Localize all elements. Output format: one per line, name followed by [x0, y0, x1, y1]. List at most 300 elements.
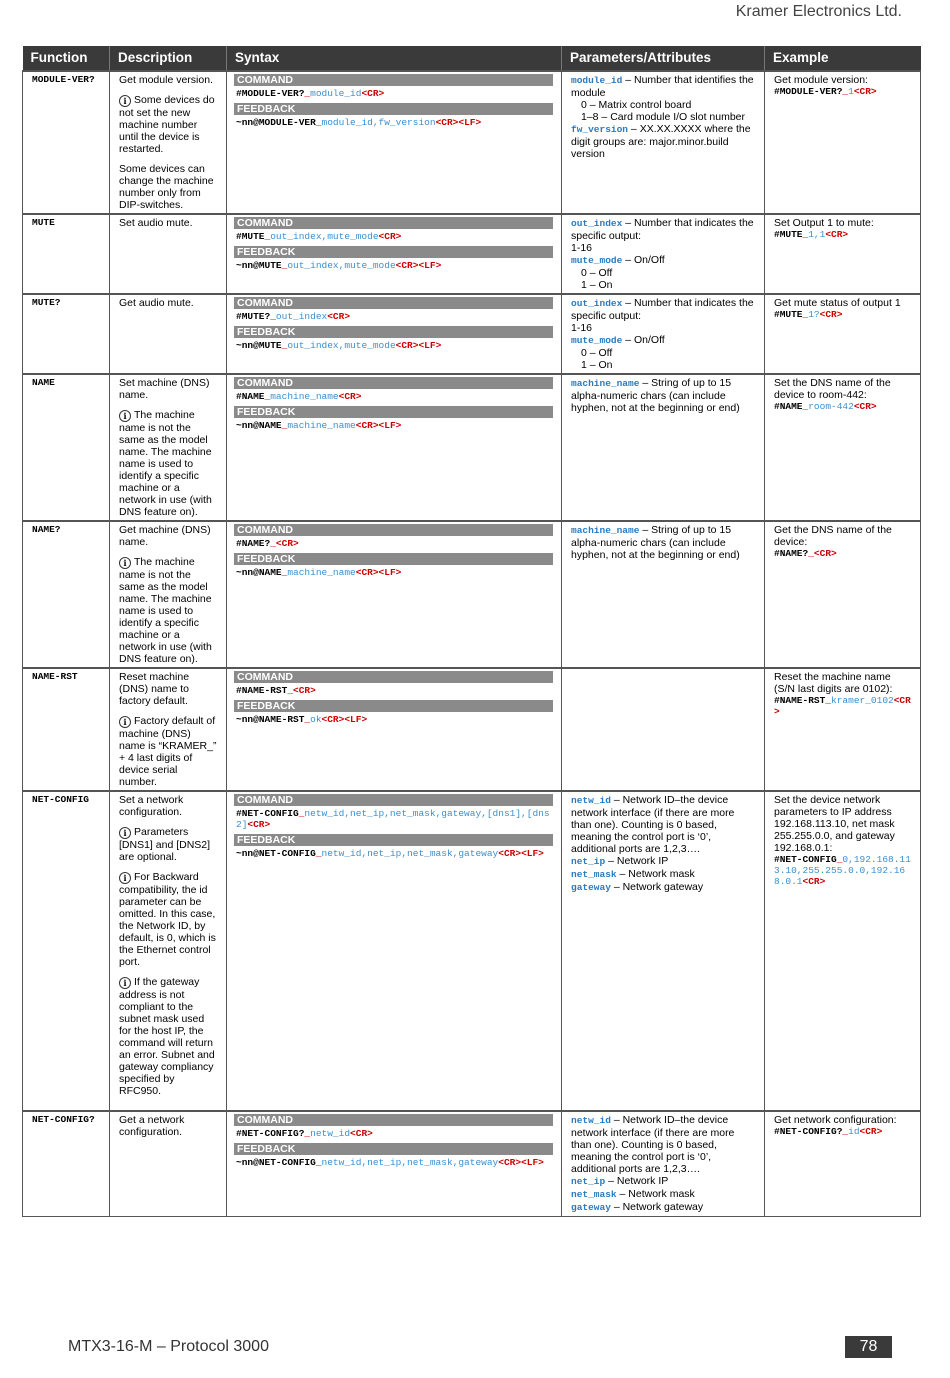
parameter-line: [571, 1114, 756, 1175]
space-marker: _: [298, 808, 305, 819]
space-marker: _: [264, 231, 271, 242]
function-name: NAME?: [32, 524, 61, 535]
command-syntax: [236, 808, 553, 830]
command-syntax: [236, 391, 553, 402]
function-cell: [23, 1111, 110, 1217]
feedback-syntax: [236, 1157, 553, 1168]
table-row: [23, 294, 921, 374]
description-cell: [110, 294, 227, 374]
parameter-value: 1 – On: [581, 279, 613, 291]
parameter-name: net_ip: [571, 1176, 606, 1187]
info-icon: i: [119, 827, 131, 839]
parameter-desc: – String of up to 15 alpha-numeric chars (can include hyphen, not at the beginning or end): [571, 524, 740, 561]
syntax-cell: [227, 1111, 562, 1217]
example-command: #NAME?: [774, 548, 809, 559]
feedback-prefix: ~nn@: [236, 420, 259, 431]
parameter-line: [571, 1201, 756, 1214]
syntax-terminator: <CR><LF>: [435, 117, 482, 128]
command-label: COMMAND: [234, 74, 553, 86]
example-text: Set the device network parameters to IP address 192.168.113.10, net mask 255.255.0.0, and gateway 192.168.0.1:: [774, 794, 895, 854]
example-cell: [765, 1111, 921, 1217]
description-cell: [110, 521, 227, 668]
syntax-terminator: <CR><LF>: [395, 340, 442, 351]
parameter-line: [571, 855, 756, 868]
info-note: [119, 556, 218, 665]
table-body: [23, 71, 921, 1217]
parameter-line: [571, 99, 756, 111]
parameter-desc: – On/Off: [622, 334, 665, 346]
syntax-params: out_index: [275, 311, 328, 322]
note-text: If the gateway address is not compliant to the subnet mask used for the host IP, the command will return an error. Subnet and gateway compliancy specified by RFC950.: [119, 976, 215, 1097]
syntax-params: module_id,fw_version: [321, 117, 436, 128]
example-cell: [765, 214, 921, 294]
parameter-line: [571, 377, 756, 414]
syntax-terminator: <CR><LF>: [321, 714, 368, 725]
parameter-desc: – Number that identifies the module: [571, 74, 754, 99]
parameter-name: net_ip: [571, 856, 606, 867]
syntax-name: #NAME: [236, 391, 265, 402]
parameter-line: [571, 123, 756, 160]
example-command: #NET-CONFIG: [774, 854, 837, 865]
note-text: For Backward compatibility, the id parameter can be omitted. In this case, the Network ID, by default, is 0, which is the Ethernet control port.: [119, 871, 216, 968]
example-cell: [765, 71, 921, 214]
feedback-prefix: ~nn@: [236, 260, 259, 271]
space-marker: _: [825, 695, 832, 706]
description-text: Set a network configuration.: [119, 794, 184, 818]
parameter-line: [571, 111, 756, 123]
column-header: Parameters/Attributes: [562, 46, 765, 71]
example-code: [774, 229, 912, 240]
command-syntax: [236, 231, 553, 242]
space-marker: _: [270, 538, 276, 549]
example-params: kramer_0102: [831, 695, 894, 706]
example-command: #MUTE: [774, 309, 803, 320]
syntax-params: module_id: [310, 88, 362, 99]
function-name: NET-CONFIG: [32, 794, 90, 805]
example-terminator: <CR>: [825, 229, 849, 240]
space-marker: _: [842, 1126, 849, 1137]
example-code: [774, 309, 912, 320]
parameter-line: [571, 347, 756, 359]
parameter-line: [571, 1188, 756, 1201]
example-code: [774, 86, 912, 97]
command-label: COMMAND: [234, 671, 553, 683]
space-marker: _: [315, 848, 322, 859]
info-note: [119, 715, 218, 788]
syntax-cell: [227, 214, 562, 294]
command-label: COMMAND: [234, 1114, 553, 1126]
function-cell: [23, 214, 110, 294]
space-marker: _: [264, 391, 271, 402]
info-icon: i: [119, 410, 131, 422]
example-cell: [765, 374, 921, 521]
syntax-name: #NET-CONFIG: [236, 808, 299, 819]
example-cell: [765, 791, 921, 1111]
example-text: Set Output 1 to mute:: [774, 217, 874, 229]
space-marker: _: [315, 117, 322, 128]
syntax-name: #NAME-RST: [236, 685, 288, 696]
parameter-desc: – Network ID–the device network interface (if there are more than one). Counting is 0 based, meaning the control port is ‘0’, additional ports are 1,2,3….: [571, 794, 735, 855]
feedback-syntax: [236, 420, 553, 431]
syntax-terminator: <CR><LF>: [355, 567, 402, 578]
syntax-name: MODULE-VER: [258, 117, 316, 128]
parameters-cell: [562, 214, 765, 294]
function-cell: [23, 294, 110, 374]
syntax-params: netw_id,net_ip,net_mask,gateway: [321, 848, 499, 859]
note-text: The machine name is not the same as the model name. The machine name is used to identify a specific machine or a network in use (with DNS feature on).: [119, 556, 212, 665]
syntax-terminator: <CR>: [247, 819, 271, 830]
parameter-desc: – On/Off: [622, 254, 665, 266]
description-text: Get machine (DNS) name.: [119, 524, 211, 548]
parameter-line: [571, 868, 756, 881]
feedback-prefix: ~nn@: [236, 848, 259, 859]
feedback-label: FEEDBACK: [234, 326, 553, 338]
syntax-params: out_index,mute_mode: [270, 231, 379, 242]
example-text: Get network configuration:: [774, 1114, 897, 1126]
syntax-params: netw_id,net_ip,net_mask,gateway: [321, 1157, 499, 1168]
example-cell: [765, 668, 921, 791]
example-text: Set the DNS name of the device to room-442:: [774, 377, 891, 401]
command-syntax: [236, 685, 553, 696]
parameter-desc: – XX.XX.XXXX where the digit groups are: major.minor.build version: [571, 123, 751, 160]
feedback-prefix: ~nn@: [236, 117, 259, 128]
function-name: MODULE-VER?: [32, 74, 95, 85]
description-text: Some devices can change the machine number only from DIP-switches.: [119, 163, 214, 211]
parameter-name: net_mask: [571, 1189, 617, 1200]
syntax-params: out_index,mute_mode: [287, 260, 396, 271]
feedback-label: FEEDBACK: [234, 103, 553, 115]
space-marker: _: [281, 420, 288, 431]
feedback-syntax: [236, 714, 553, 725]
function-cell: [23, 521, 110, 668]
parameter-value: 1-16: [571, 322, 593, 334]
function-cell: [23, 71, 110, 214]
parameter-desc: – Network IP: [605, 855, 669, 867]
parameter-line: [571, 359, 756, 371]
example-code: [774, 548, 912, 559]
feedback-label: FEEDBACK: [234, 700, 553, 712]
column-header: Example: [765, 46, 921, 71]
space-marker: _: [270, 311, 276, 322]
syntax-name: NAME: [258, 567, 282, 578]
example-code: [774, 854, 912, 887]
table-row: [23, 1111, 921, 1217]
example-terminator: <CR>: [819, 309, 843, 320]
parameter-desc: – Network mask: [616, 868, 695, 880]
syntax-terminator: <CR>: [293, 685, 316, 696]
note-text: Some devices do not set the new machine number until the device is restarted.: [119, 94, 215, 155]
example-params: 1,1: [808, 229, 826, 240]
description-cell: [110, 1111, 227, 1217]
info-note: [119, 94, 218, 155]
parameter-name: machine_name: [571, 525, 640, 536]
info-note: [119, 976, 218, 1097]
example-terminator: <CR>: [859, 1126, 883, 1137]
feedback-label: FEEDBACK: [234, 406, 553, 418]
syntax-params: ok: [310, 714, 322, 725]
parameter-line: [571, 322, 756, 334]
parameter-desc: – String of up to 15 alpha-numeric chars (can include hyphen, not at the beginning or end): [571, 377, 740, 414]
parameter-line: [571, 242, 756, 254]
example-params: 1: [848, 86, 854, 97]
parameters-cell: [562, 294, 765, 374]
function-cell: [23, 791, 110, 1111]
column-header: Syntax: [227, 46, 562, 71]
command-syntax: [236, 538, 553, 549]
note-text: Parameters [DNS1] and [DNS2] are optional.: [119, 826, 211, 863]
table-row: [23, 791, 921, 1111]
example-code: [774, 1126, 912, 1137]
info-icon: i: [119, 977, 131, 989]
page-number: 78: [845, 1336, 892, 1358]
syntax-terminator: <CR>: [378, 231, 402, 242]
info-icon: i: [119, 716, 131, 728]
space-marker: _: [304, 88, 311, 99]
parameter-desc: – Number that indicates the specific output:: [571, 297, 754, 322]
space-marker: _: [281, 340, 288, 351]
example-command: #MODULE-VER?: [774, 86, 843, 97]
syntax-params: netw_id: [310, 1128, 351, 1139]
syntax-name: #MODULE-VER?: [236, 88, 305, 99]
description-cell: [110, 71, 227, 214]
syntax-name: NET-CONFIG: [258, 848, 316, 859]
function-cell: [23, 374, 110, 521]
feedback-prefix: ~nn@: [236, 714, 259, 725]
info-note: [119, 871, 218, 968]
description-cell: [110, 374, 227, 521]
parameter-line: [571, 297, 756, 322]
parameter-line: [571, 881, 756, 894]
parameter-name: out_index: [571, 218, 623, 229]
syntax-terminator: <CR><LF>: [395, 260, 442, 271]
syntax-name: #NET-CONFIG?: [236, 1128, 305, 1139]
example-params: id: [848, 1126, 860, 1137]
space-marker: _: [842, 86, 849, 97]
info-icon: i: [119, 557, 131, 569]
command-syntax: [236, 1128, 553, 1139]
syntax-params: out_index,mute_mode: [287, 340, 396, 351]
parameters-cell: [562, 1111, 765, 1217]
example-text: Get the DNS name of the device:: [774, 524, 892, 548]
syntax-cell: [227, 668, 562, 791]
parameter-value: 0 – Off: [581, 267, 613, 279]
table-row: [23, 374, 921, 521]
parameter-name: netw_id: [571, 795, 611, 806]
function-name: NAME: [32, 377, 55, 388]
parameter-name: module_id: [571, 75, 623, 86]
syntax-terminator: <CR><LF>: [355, 420, 402, 431]
parameter-value: 0 – Matrix control board: [581, 99, 692, 111]
parameter-line: [571, 217, 756, 242]
example-command: #NET-CONFIG?: [774, 1126, 843, 1137]
example-text: Reset the machine name (S/N last digits are 0102):: [774, 671, 893, 695]
syntax-terminator: <CR><LF>: [498, 1157, 544, 1168]
syntax-params: netw_id,net_ip,net_mask,gateway,[dns1],[dns2]: [236, 808, 550, 830]
example-terminator: <CR>: [774, 695, 911, 717]
description-cell: [110, 214, 227, 294]
syntax-terminator: <CR><LF>: [498, 848, 544, 859]
parameter-value: 1 – On: [581, 359, 613, 371]
parameter-line: [571, 524, 756, 561]
example-code: [774, 401, 912, 412]
command-syntax: [236, 88, 553, 99]
command-label: COMMAND: [234, 794, 553, 806]
parameters-cell: [562, 668, 765, 791]
example-cell: [765, 521, 921, 668]
command-label: COMMAND: [234, 297, 553, 309]
space-marker: _: [802, 401, 809, 412]
column-header: Description: [110, 46, 227, 71]
info-icon: i: [119, 95, 131, 107]
parameter-line: [571, 74, 756, 99]
syntax-name: NAME: [258, 420, 282, 431]
space-marker: _: [304, 714, 311, 725]
example-text: Get mute status of output 1: [774, 297, 901, 309]
function-name: MUTE: [32, 217, 55, 228]
parameter-line: [571, 279, 756, 291]
function-name: NET-CONFIG?: [32, 1114, 95, 1125]
description-text: Set machine (DNS) name.: [119, 377, 210, 401]
syntax-name: #MUTE?: [236, 311, 271, 322]
footer-title: MTX3-16-M – Protocol 3000: [68, 1338, 269, 1355]
parameter-name: machine_name: [571, 378, 640, 389]
description-text: Set audio mute.: [119, 217, 193, 229]
command-label: COMMAND: [234, 524, 553, 536]
command-label: COMMAND: [234, 377, 553, 389]
command-syntax: [236, 311, 553, 322]
syntax-terminator: <CR>: [275, 538, 299, 549]
feedback-syntax: [236, 567, 553, 578]
parameter-name: mute_mode: [571, 255, 623, 266]
syntax-cell: [227, 521, 562, 668]
parameter-name: fw_version: [571, 124, 629, 135]
feedback-label: FEEDBACK: [234, 246, 553, 258]
syntax-terminator: <CR>: [350, 1128, 373, 1139]
example-params: 1?: [808, 309, 820, 320]
feedback-label: FEEDBACK: [234, 553, 553, 565]
parameter-line: [571, 794, 756, 855]
example-terminator: <CR>: [813, 548, 837, 559]
company-header: Kramer Electronics Ltd.: [735, 3, 902, 20]
description-text: Get a network configuration.: [119, 1114, 185, 1138]
example-terminator: <CR>: [853, 86, 877, 97]
parameter-name: out_index: [571, 298, 623, 309]
syntax-terminator: <CR>: [338, 391, 362, 402]
example-params: 0,192.168.113.10,255.255.0.0,192.168.0.1: [774, 854, 911, 887]
function-cell: [23, 668, 110, 791]
parameters-cell: [562, 521, 765, 668]
parameter-line: [571, 254, 756, 267]
parameter-desc: – Network IP: [605, 1175, 669, 1187]
parameter-name: gateway: [571, 882, 611, 893]
description-text: Get audio mute.: [119, 297, 194, 309]
parameters-cell: [562, 791, 765, 1111]
function-name: NAME-RST: [32, 671, 78, 682]
feedback-syntax: [236, 848, 553, 859]
example-terminator: <CR>: [853, 401, 877, 412]
feedback-syntax: [236, 340, 553, 351]
syntax-cell: [227, 791, 562, 1111]
parameter-desc: – Network mask: [616, 1188, 695, 1200]
parameter-name: mute_mode: [571, 335, 623, 346]
syntax-params: machine_name: [270, 391, 339, 402]
parameters-cell: [562, 374, 765, 521]
syntax-name: MUTE: [258, 260, 282, 271]
feedback-syntax: [236, 117, 553, 128]
description-text: Get module version.: [119, 74, 213, 86]
example-params: room-442: [808, 401, 854, 412]
feedback-prefix: ~nn@: [236, 567, 259, 578]
parameter-line: [571, 1175, 756, 1188]
space-marker: _: [287, 685, 294, 696]
parameter-desc: – Network gateway: [610, 881, 704, 893]
protocol-table: [22, 46, 921, 1217]
parameter-value: 1-16: [571, 242, 593, 254]
space-marker: _: [304, 1128, 311, 1139]
syntax-params: machine_name: [287, 567, 356, 578]
table-row: [23, 214, 921, 294]
table-row: [23, 668, 921, 791]
table-header-row: [23, 46, 921, 71]
space-marker: _: [315, 1157, 322, 1168]
description-cell: [110, 791, 227, 1111]
info-icon: i: [119, 872, 131, 884]
parameter-desc: – Network gateway: [610, 1201, 704, 1213]
feedback-label: FEEDBACK: [234, 834, 553, 846]
command-label: COMMAND: [234, 217, 553, 229]
feedback-label: FEEDBACK: [234, 1143, 553, 1155]
feedback-prefix: ~nn@: [236, 1157, 259, 1168]
info-note: [119, 409, 218, 518]
parameter-name: net_mask: [571, 869, 617, 880]
example-cell: [765, 294, 921, 374]
description-cell: [110, 668, 227, 791]
syntax-name: #NAME?: [236, 538, 271, 549]
info-note: [119, 826, 218, 863]
parameter-name: netw_id: [571, 1115, 611, 1126]
feedback-syntax: [236, 260, 553, 271]
example-terminator: <CR>: [802, 876, 826, 887]
example-command: #NAME: [774, 401, 803, 412]
syntax-cell: [227, 294, 562, 374]
function-name: MUTE?: [32, 297, 61, 308]
syntax-params: machine_name: [287, 420, 356, 431]
parameter-desc: – Network ID–the device network interface (if there are more than one). Counting is 0 based, meaning the control port is ‘0’, additional ports are 1,2,3….: [571, 1114, 735, 1175]
syntax-name: NET-CONFIG: [258, 1157, 316, 1168]
parameters-cell: [562, 71, 765, 214]
space-marker: _: [802, 309, 809, 320]
example-command: #MUTE: [774, 229, 803, 240]
note-text: The machine name is not the same as the model name. The machine name is used to identify a specific machine or a network in use (with DNS feature on).: [119, 409, 212, 518]
parameter-line: [571, 334, 756, 347]
space-marker: _: [281, 567, 288, 578]
description-text: Reset machine (DNS) name to factory default.: [119, 671, 190, 707]
syntax-cell: [227, 374, 562, 521]
syntax-terminator: <CR>: [361, 88, 385, 99]
note-text: Factory default of machine (DNS) name is “KRAMER_” + 4 last digits of device serial number.: [119, 715, 217, 788]
table-row: [23, 521, 921, 668]
parameter-line: [571, 267, 756, 279]
parameter-value: 0 – Off: [581, 347, 613, 359]
syntax-cell: [227, 71, 562, 214]
syntax-name: NAME-RST: [258, 714, 305, 725]
example-command: #NAME-RST: [774, 695, 826, 706]
space-marker: _: [808, 548, 814, 559]
column-header: Function: [23, 46, 110, 71]
syntax-name: MUTE: [258, 340, 282, 351]
space-marker: _: [281, 260, 288, 271]
table-row: [23, 71, 921, 214]
